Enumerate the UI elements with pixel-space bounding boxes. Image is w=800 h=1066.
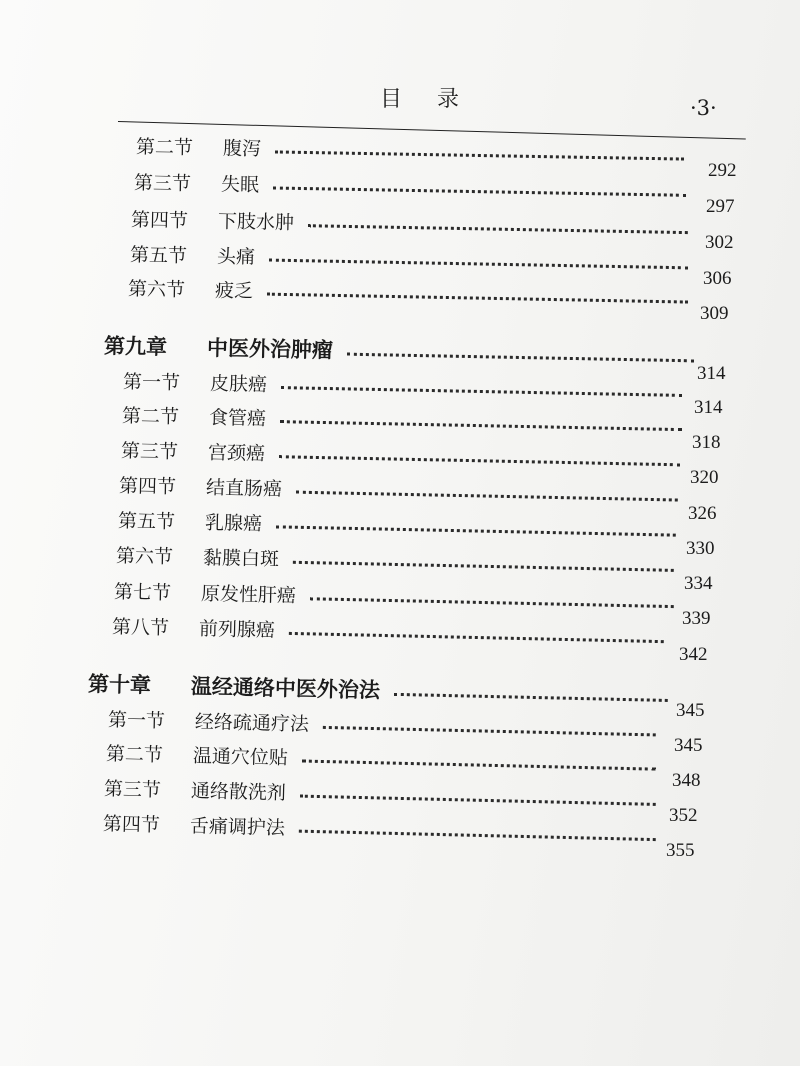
spacer [165, 719, 195, 720]
spacer [160, 823, 190, 824]
page-number: 302 [705, 232, 734, 253]
spacer [175, 520, 205, 521]
spacer [185, 288, 215, 289]
dot-leader [279, 455, 680, 466]
page-number: 348 [672, 770, 701, 791]
chapter-title: 中医外治肿瘤 [206, 334, 334, 363]
toc-section-entry [122, 399, 688, 440]
toc-section-entry [112, 610, 671, 652]
page-number: 352 [669, 805, 698, 826]
page-number: 314 [697, 363, 726, 384]
toc-section-entry [116, 539, 681, 581]
section-title: 食管癌 [208, 406, 267, 430]
section-number: 第三节 [120, 439, 179, 463]
page-number: 345 [674, 735, 703, 756]
section-title: 舌痛调护法 [189, 814, 286, 839]
spacer [191, 182, 221, 183]
running-header-title: 目 录 [380, 87, 473, 112]
section-number: 第三节 [103, 777, 162, 801]
spacer [193, 146, 223, 147]
toc-section-entry [136, 130, 690, 170]
spacer [169, 626, 199, 627]
page-number: 306 [703, 268, 732, 289]
spacer [180, 381, 210, 382]
spacer [151, 684, 191, 685]
chapter-number: 第九章 [103, 333, 168, 360]
toc-chapter-entry [104, 330, 700, 371]
spacer [173, 555, 203, 556]
page-number: 318 [692, 432, 721, 453]
toc-section-entry [128, 272, 694, 313]
section-number: 第四节 [102, 812, 161, 836]
page-number: 339 [682, 608, 711, 629]
dot-leader [296, 490, 678, 501]
dot-leader [300, 794, 656, 805]
section-title: 疲乏 [214, 279, 254, 302]
page-number: 342 [679, 644, 708, 665]
dot-leader [267, 292, 688, 303]
section-title: 下肢水肿 [217, 210, 295, 234]
page-number: 297 [706, 196, 735, 217]
section-title: 腹泻 [222, 137, 262, 160]
spacer [167, 346, 207, 347]
spacer [171, 591, 201, 592]
dot-leader [275, 150, 684, 160]
section-title: 黏膜白斑 [202, 546, 280, 570]
section-number: 第二节 [135, 135, 194, 159]
section-number: 第六节 [115, 544, 174, 568]
toc-section-entry [130, 238, 694, 278]
section-title: 结直肠癌 [205, 476, 283, 500]
toc-section-entry [131, 203, 694, 243]
section-number: 第二节 [121, 404, 180, 428]
dot-leader [302, 759, 656, 770]
section-title: 经络疏通疗法 [194, 710, 310, 736]
dot-leader [269, 258, 688, 269]
spacer [176, 485, 206, 486]
section-title: 通络散洗剂 [190, 779, 287, 804]
section-number: 第二节 [105, 742, 164, 766]
spacer [163, 753, 193, 754]
page-number: 345 [676, 700, 705, 721]
toc-section-entry [121, 434, 686, 475]
page-number: 314 [694, 397, 723, 418]
section-number: 第五节 [117, 509, 176, 533]
spacer [178, 450, 208, 451]
section-number: 第一节 [107, 708, 166, 732]
dot-leader [289, 631, 664, 642]
dot-leader [308, 224, 688, 234]
dot-leader [323, 725, 656, 736]
dot-leader [280, 420, 682, 431]
section-number: 第三节 [133, 171, 192, 195]
section-title: 原发性肝癌 [200, 582, 297, 607]
section-number: 第四节 [118, 474, 177, 498]
dot-leader [394, 692, 668, 701]
section-title: 失眠 [220, 173, 260, 196]
running-header-page-number: ·3· [690, 96, 717, 120]
dot-leader [347, 352, 694, 362]
page-number: 320 [690, 467, 719, 488]
section-title: 乳腺癌 [204, 511, 263, 535]
page-number: 355 [666, 840, 695, 861]
section-number: 第七节 [113, 580, 172, 604]
page-number: 326 [688, 503, 717, 524]
page-number: 292 [708, 160, 737, 181]
section-number: 第八节 [111, 615, 170, 639]
spacer [161, 788, 191, 789]
section-title: 前列腺癌 [198, 617, 276, 642]
chapter-number: 第十章 [87, 671, 152, 698]
dot-leader [276, 525, 676, 536]
section-number: 第五节 [129, 243, 188, 267]
section-title: 头痛 [216, 245, 256, 268]
page-number: 309 [700, 303, 729, 324]
toc-section-entry [119, 469, 684, 511]
dot-leader [293, 560, 674, 571]
section-number: 第四节 [130, 208, 189, 232]
section-title: 皮肤癌 [209, 372, 268, 396]
dot-leader [273, 186, 686, 196]
section-number: 第一节 [122, 370, 181, 394]
spacer [188, 219, 218, 220]
chapter-title: 温经通络中医外治法 [190, 673, 381, 703]
page-number: 330 [686, 538, 715, 559]
dot-leader [299, 829, 656, 840]
section-title: 宫颈癌 [207, 441, 266, 465]
spacer [179, 415, 209, 416]
page-number: 334 [684, 573, 713, 594]
dot-leader [281, 386, 682, 397]
section-title: 温通穴位贴 [192, 744, 289, 769]
dot-leader [310, 597, 674, 608]
section-number: 第六节 [127, 277, 186, 301]
toc-section-entry [118, 504, 683, 546]
spacer [187, 254, 217, 255]
toc-section-entry [103, 807, 663, 850]
toc-section-entry [134, 166, 692, 206]
